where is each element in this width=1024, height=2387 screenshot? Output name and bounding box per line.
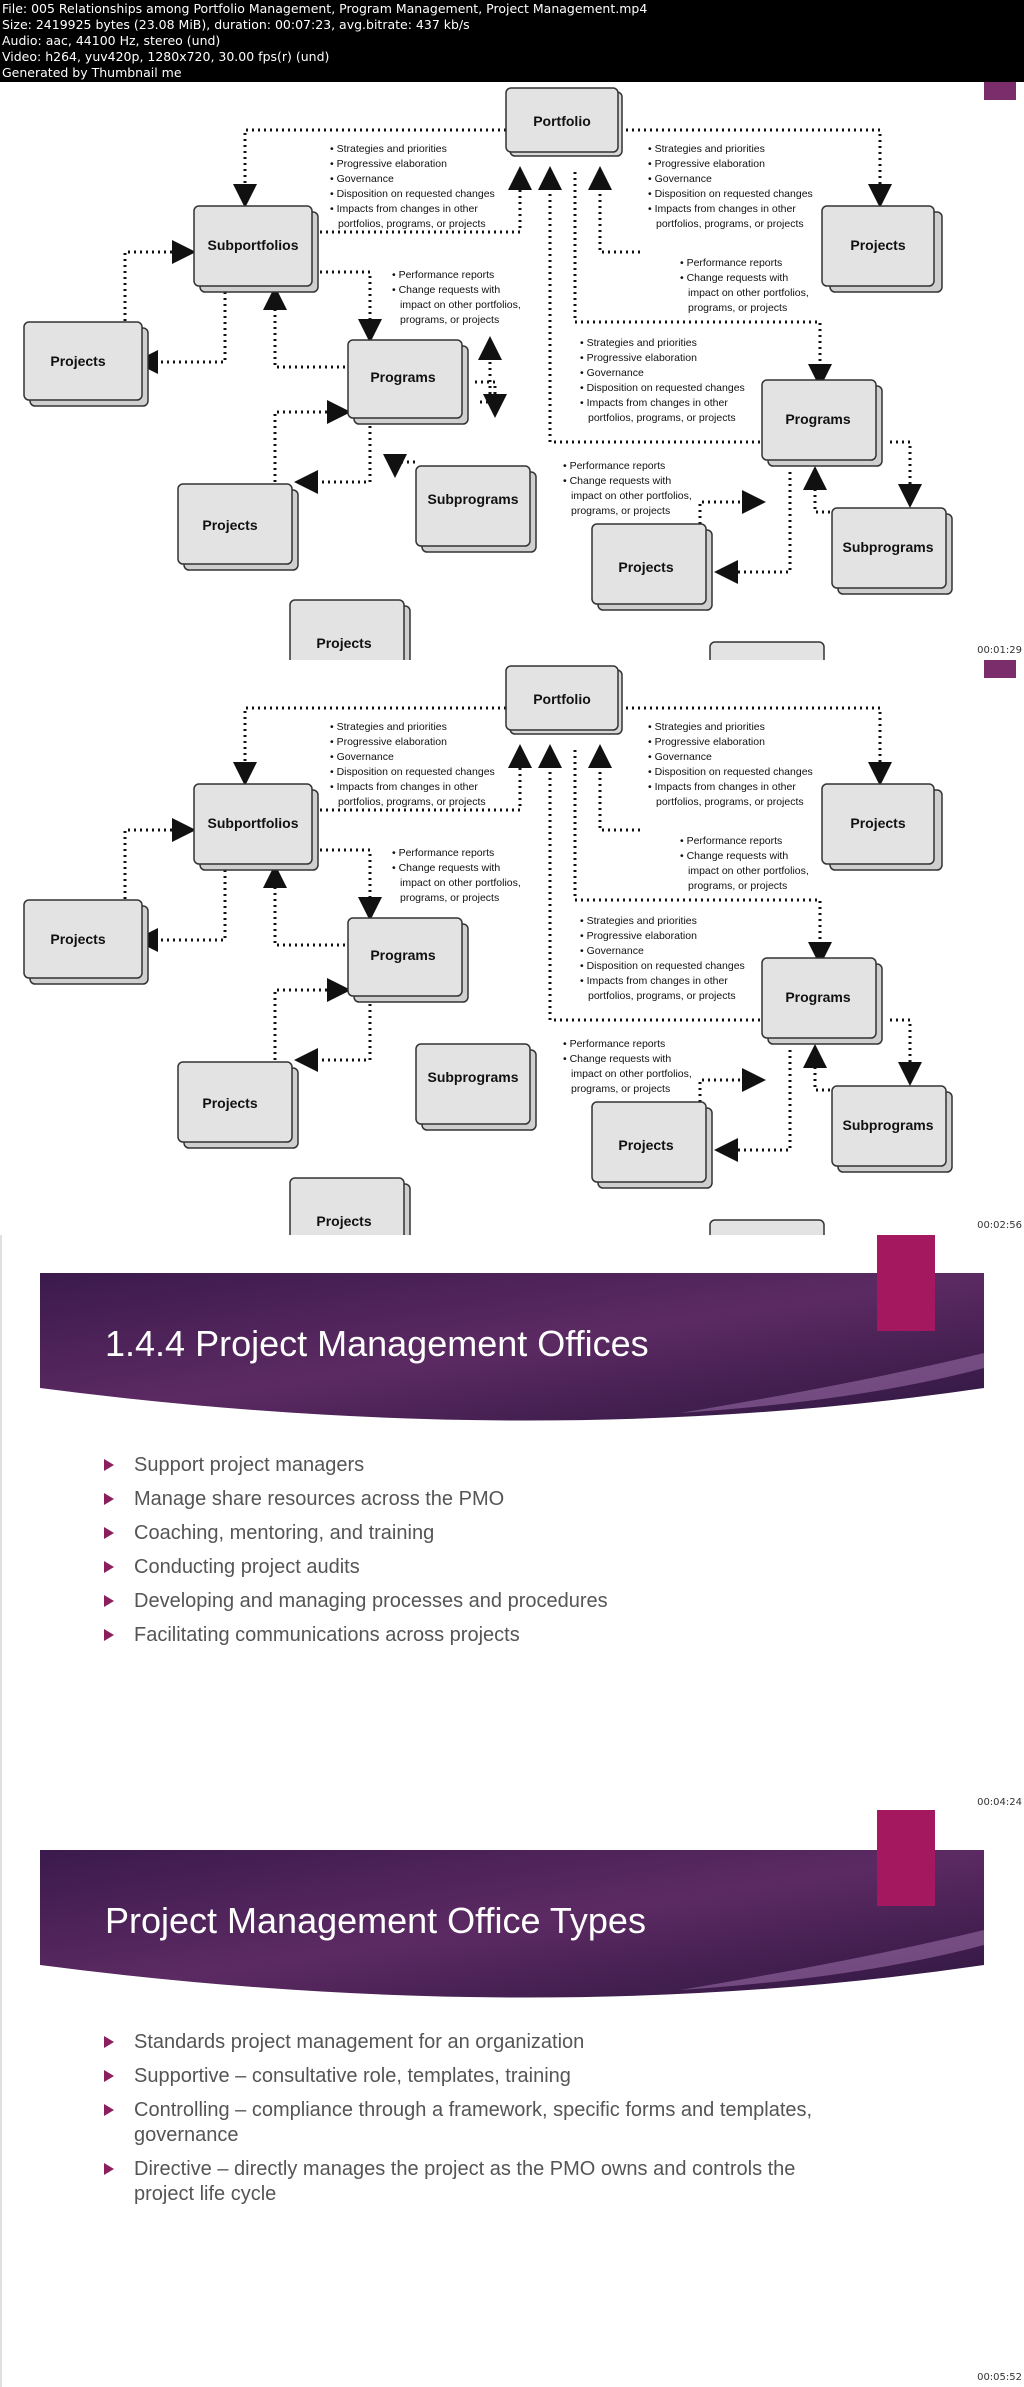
audio-info-line: Audio: aac, 44100 Hz, stereo (und) — [2, 33, 221, 48]
projects-box-label-f2-5: Projects — [316, 1213, 372, 1229]
bullet-item: Standards project management for an organization — [100, 2030, 820, 2055]
note-down-f2-5b: • Impacts from changes in other — [648, 781, 796, 793]
note-down-6b: portfolios, programs, or projects — [656, 218, 804, 230]
bullet-item: Supportive – consultative role, templates, training — [100, 2064, 820, 2089]
portfolio-relationship-diagram-2 — [0, 660, 976, 1235]
diagram-frame-2 — [0, 660, 976, 1235]
note-down-f2-3b: • Governance — [648, 751, 712, 763]
bullet-item: Support project managers — [100, 1453, 820, 1478]
note-up-f2-4: programs, or projects — [400, 892, 500, 904]
note-up-3: impact on other portfolios, — [400, 299, 521, 311]
timestamp-3: 00:04:24 — [977, 1797, 1022, 1808]
note-up-4b: programs, or projects — [688, 302, 788, 314]
slide-title: 1.4.4 Project Management Offices — [105, 1323, 649, 1364]
note-down-f2-1b: • Strategies and priorities — [648, 721, 765, 733]
note-down-2: • Progressive elaboration — [330, 158, 447, 170]
note-up-f2-2c: • Change requests with — [563, 1053, 672, 1065]
slide-title-2: Project Management Office Types — [105, 1900, 646, 1941]
projects-box-label-f2-2: Projects — [50, 931, 106, 947]
accent-tab-2 — [984, 660, 1016, 678]
note-down-f2-6: portfolios, programs, or projects — [338, 796, 486, 808]
note-down-f2-6b: portfolios, programs, or projects — [656, 796, 804, 808]
note-down-1: • Strategies and priorities — [330, 143, 447, 155]
slide-left-border-2 — [0, 1810, 2, 2387]
note-down-6: portfolios, programs, or projects — [338, 218, 486, 230]
note-down-f2-4b: • Disposition on requested changes — [648, 766, 813, 778]
projects-box-label-f2-1: Projects — [850, 815, 906, 831]
file-info-line: File: 005 Relationships among Portfolio Management, Program Management, Project Management.mp4 — [2, 1, 648, 16]
bullet-list — [100, 1453, 820, 1657]
video-info-line: Video: h264, yuv420p, 1280x720, 30.00 fps(r) (und) — [2, 49, 330, 64]
note-down-f2-1: • Strategies and priorities — [330, 721, 447, 733]
note-down-4b: • Disposition on requested changes — [648, 188, 813, 200]
accent-block-2 — [877, 1810, 935, 1906]
timestamp-1: 00:01:29 — [977, 645, 1022, 656]
projects-box-label-1: Projects — [850, 237, 906, 253]
size-info-line: Size: 2419925 bytes (23.08 MiB), duration: 00:07:23, avg.bitrate: 437 kb/s — [2, 17, 470, 32]
note-down-1c: • Strategies and priorities — [580, 337, 697, 349]
subprograms-box-label-2: Subprograms — [842, 539, 934, 555]
bullet-item: Conducting project audits — [100, 1555, 820, 1580]
note-down-5c: • Impacts from changes in other — [580, 397, 728, 409]
diagram-frame-1 — [0, 82, 976, 660]
accent-block — [877, 1235, 935, 1331]
subportfolios-box-label-f2: Subportfolios — [207, 815, 299, 831]
projects-box-label-f2-3: Projects — [202, 1095, 258, 1111]
note-down-f2-6c: portfolios, programs, or projects — [588, 990, 736, 1002]
note-up-f2-4b: programs, or projects — [688, 880, 788, 892]
bullet-item: Facilitating communications across projects — [100, 1623, 820, 1648]
bullet-item: Controlling – compliance through a framework, specific forms and templates, governance — [100, 2098, 820, 2148]
note-up-2c: • Change requests with — [563, 475, 672, 487]
note-down-5b: • Impacts from changes in other — [648, 203, 796, 215]
note-down-3c: • Governance — [580, 367, 644, 379]
note-down-3: • Governance — [330, 173, 394, 185]
note-up-f2-2: • Change requests with — [392, 862, 501, 874]
note-up-f2-3c: impact on other portfolios, — [571, 1068, 692, 1080]
note-up-f2-4c: programs, or projects — [571, 1083, 671, 1095]
note-up-f2-2b: • Change requests with — [680, 850, 789, 862]
slide-left-border — [0, 1235, 2, 1810]
subprograms-box-label-f2-1: Subprograms — [427, 1069, 519, 1085]
slide-pmo — [0, 1235, 1024, 1810]
projects-box-label-4: Projects — [618, 559, 674, 575]
subportfolios-box-label: Subportfolios — [207, 237, 299, 253]
generator-info-line: Generated by Thumbnail me — [2, 65, 182, 80]
portfolio-box-label-f2: Portfolio — [533, 691, 591, 707]
bullet-list-2 — [100, 2030, 820, 2216]
video-info-header — [0, 0, 1024, 82]
bullet-item: Manage share resources across the PMO — [100, 1487, 820, 1512]
portfolio-relationship-diagram — [0, 82, 976, 660]
note-up-1: • Performance reports — [392, 269, 495, 281]
note-up-4: programs, or projects — [400, 314, 500, 326]
note-up-f2-3: impact on other portfolios, — [400, 877, 521, 889]
programs-box-label-1: Programs — [370, 369, 436, 385]
note-up-f2-1c: • Performance reports — [563, 1038, 666, 1050]
note-down-f2-5c: • Impacts from changes in other — [580, 975, 728, 987]
side-strip-2 — [976, 660, 1024, 1235]
timestamp-2: 00:02:56 — [977, 1220, 1022, 1231]
projects-box-label-5: Projects — [316, 635, 372, 651]
projects-box-label-2: Projects — [50, 353, 106, 369]
note-up-1c: • Performance reports — [563, 460, 666, 472]
timestamp-4: 00:05:52 — [977, 2372, 1022, 2383]
bullet-item: Coaching, mentoring, and training — [100, 1521, 820, 1546]
subprograms-box-label-1: Subprograms — [427, 491, 519, 507]
programs-box-label-f2-2: Programs — [785, 989, 851, 1005]
note-down-f2-5: • Impacts from changes in other — [330, 781, 478, 793]
note-down-f2-3: • Governance — [330, 751, 394, 763]
slide-pmo-types — [0, 1810, 1024, 2387]
note-down-6c: portfolios, programs, or projects — [588, 412, 736, 424]
projects-box-label-3: Projects — [202, 517, 258, 533]
programs-box-label-f2-1: Programs — [370, 947, 436, 963]
note-down-4: • Disposition on requested changes — [330, 188, 495, 200]
note-up-2: • Change requests with — [392, 284, 501, 296]
accent-tab — [984, 82, 1016, 100]
note-down-3b: • Governance — [648, 173, 712, 185]
note-down-5: • Impacts from changes in other — [330, 203, 478, 215]
note-down-2c: • Progressive elaboration — [580, 352, 697, 364]
note-down-4c: • Disposition on requested changes — [580, 382, 745, 394]
subprograms-box-label-f2-2: Subprograms — [842, 1117, 934, 1133]
note-down-f2-1c: • Strategies and priorities — [580, 915, 697, 927]
note-up-f2-3b: impact on other portfolios, — [688, 865, 809, 877]
note-down-2b: • Progressive elaboration — [648, 158, 765, 170]
note-down-f2-2: • Progressive elaboration — [330, 736, 447, 748]
note-up-3c: impact on other portfolios, — [571, 490, 692, 502]
note-down-f2-2b: • Progressive elaboration — [648, 736, 765, 748]
programs-box-label-2: Programs — [785, 411, 851, 427]
note-down-f2-2c: • Progressive elaboration — [580, 930, 697, 942]
note-up-f2-1b: • Performance reports — [680, 835, 783, 847]
portfolio-box-label: Portfolio — [533, 113, 591, 129]
bullet-item: Directive – directly manages the project as the PMO owns and controls the project life cycle — [100, 2157, 820, 2207]
note-down-f2-4c: • Disposition on requested changes — [580, 960, 745, 972]
note-down-f2-3c: • Governance — [580, 945, 644, 957]
note-down-f2-4: • Disposition on requested changes — [330, 766, 495, 778]
note-up-1b: • Performance reports — [680, 257, 783, 269]
note-up-3b: impact on other portfolios, — [688, 287, 809, 299]
note-down-1b: • Strategies and priorities — [648, 143, 765, 155]
side-strip-1 — [976, 82, 1024, 660]
bullet-item: Developing and managing processes and procedures — [100, 1589, 820, 1614]
note-up-2b: • Change requests with — [680, 272, 789, 284]
note-up-4c: programs, or projects — [571, 505, 671, 517]
note-up-f2-1: • Performance reports — [392, 847, 495, 859]
projects-box-label-f2-4: Projects — [618, 1137, 674, 1153]
